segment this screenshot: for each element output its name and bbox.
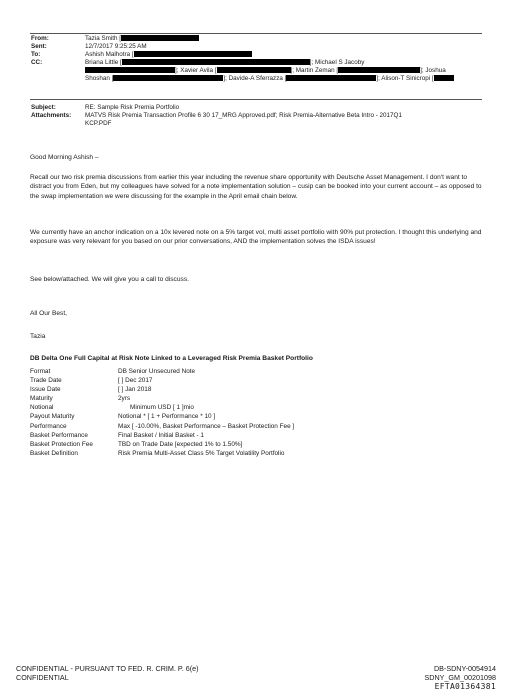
bates-number-3: EFTA01364381: [434, 682, 496, 691]
subject-value: RE: Sample Risk Premia Portfolio: [85, 104, 180, 111]
paragraph-3-text: See below/attached. We will give you a call to discuss.: [30, 276, 189, 283]
to-row: [31, 51, 481, 59]
sent-value: 12/7/2017 9:25:25 AM: [85, 43, 147, 50]
paragraph-1: [30, 173, 485, 201]
confidential-label: CONFIDENTIAL: [16, 673, 69, 682]
to-label: To:: [31, 51, 41, 58]
subject-row: [31, 104, 481, 112]
from-name: Tazia Smith [: [85, 35, 122, 42]
bates-number-2: SDNY_GM_00201098: [424, 673, 496, 682]
terms-title: DB Delta One Full Capital at Risk Note Linked to a Leveraged Risk Premia Basket Portfolio: [30, 355, 313, 362]
sent-row: [31, 43, 481, 51]
redaction: [434, 75, 454, 81]
cc-text: ]; Michael S Jacoby: [309, 59, 365, 66]
cc-block: [31, 59, 481, 85]
cc-text: Shoshan [: [85, 75, 114, 82]
cc-label: CC:: [31, 59, 43, 66]
footer-right: [424, 664, 496, 691]
cc-text: ]; Martin Zeman [: [290, 67, 339, 74]
header-top-rule: [30, 33, 482, 34]
cc-text: ]; Alison-T Sinicropi [: [376, 75, 434, 82]
header-mid-rule: [30, 99, 482, 100]
terms-value: Max [ -10.00%, Basket Performance – Basket Protection Fee ]: [118, 422, 295, 430]
paragraph-3: [30, 275, 485, 284]
closing: [30, 309, 485, 318]
cc-text: ]; Davide-A Sferrazza [: [223, 75, 287, 82]
terms-value: TBD on Trade Date [expected 1% to 1.50%]: [118, 440, 243, 448]
from-row: [31, 35, 481, 43]
to-name: Ashish Malhotra [: [85, 51, 134, 58]
terms-value: [ ] Dec 2017: [118, 377, 153, 385]
paragraph-1-text: Recall our two risk premia discussions from earlier this year including the revenue share opportunity with Deutsche Asset Management. I don't want to distract you from Eden, but my colleagues have solved for a note implementation solution – cusip can be booked into your current account – as opposed to the swap implementation we were discussing for the example in the April email chain below.: [30, 174, 482, 200]
terms-value: 2yrs: [118, 395, 131, 403]
signature: [30, 332, 485, 341]
sent-label: Sent:: [31, 43, 47, 50]
subject-label: Subject:: [31, 104, 56, 111]
footer-left: [16, 664, 199, 682]
terms-value: [ ] Jan 2018: [118, 386, 152, 394]
redaction: [85, 67, 175, 73]
subject-block: [31, 104, 481, 130]
to-value: [85, 51, 252, 59]
redaction: [217, 67, 291, 73]
terms-value: Notional * [ 1 + Performance * 10 ]: [118, 413, 216, 421]
from-label: From:: [31, 35, 49, 42]
cc-line-1: [85, 59, 364, 67]
from-value: [85, 35, 199, 43]
attachment-1[interactable]: MATVS Risk Premia Transaction Profile 6 30 17_MRG Approved.pdf; Risk Premia-Alternative Beta Intro - 2017Q1: [85, 112, 402, 119]
attachments-row: [31, 112, 481, 128]
terms-key: Payout Maturity: [30, 413, 75, 421]
terms-key: Trade Date: [30, 377, 62, 385]
redaction: [113, 75, 223, 81]
terms-value: Risk Premia Multi-Asset Class 5% Target Volatility Portfolio: [118, 449, 285, 457]
redaction: [122, 59, 310, 65]
terms-key: Notional: [30, 404, 54, 412]
terms-value: Minimum USD [ 1 ]mio: [130, 404, 194, 412]
bates-number-1: DB-SDNY-0054914: [433, 664, 496, 673]
paragraph-2: [30, 228, 485, 247]
confidential-notice: CONFIDENTIAL - PURSUANT TO FED. R. CRIM. P. 6(e): [16, 664, 199, 673]
terms-key: Basket Definition: [30, 449, 78, 457]
redaction: [338, 67, 420, 73]
terms-value: DB Senior Unsecured Note: [118, 368, 196, 375]
terms-value: Final Basket / Initial Basket - 1: [118, 431, 204, 439]
redaction: [134, 51, 252, 57]
cc-text: ]; Joshua: [420, 67, 446, 74]
cc-line-3: [85, 75, 454, 83]
terms-key: Basket Performance: [30, 431, 88, 439]
paragraph-2-text: We currently have an anchor indication on a 10x levered note on a 5% target vol, multi asset portfolio with 90% put protection. I thought this underlying and exposure was very relevant for you based on our prior conversations, AND the implementation solves the ISDA issues!: [30, 229, 482, 246]
cc-text: ]; Xavier Avila [: [175, 67, 217, 74]
terms-key: Basket Protection Fee: [30, 440, 93, 448]
greeting: [30, 153, 485, 162]
attachments-label: Attachments:: [31, 112, 72, 119]
terms-key: Issue Date: [30, 386, 61, 394]
terms-key: Maturity: [30, 395, 53, 403]
attachment-2[interactable]: KCP.PDF: [85, 120, 112, 127]
greeting-text: Good Morning Ashish –: [30, 154, 99, 161]
cc-text: Briana Little [: [85, 59, 122, 66]
terms-key: Format: [30, 368, 51, 375]
closing-text: All Our Best,: [30, 310, 68, 317]
cc-line-2: [85, 67, 446, 75]
redaction: [121, 35, 199, 41]
signature-text: Tazia: [30, 333, 46, 340]
terms-key: Performance: [30, 422, 67, 430]
redaction: [286, 75, 376, 81]
